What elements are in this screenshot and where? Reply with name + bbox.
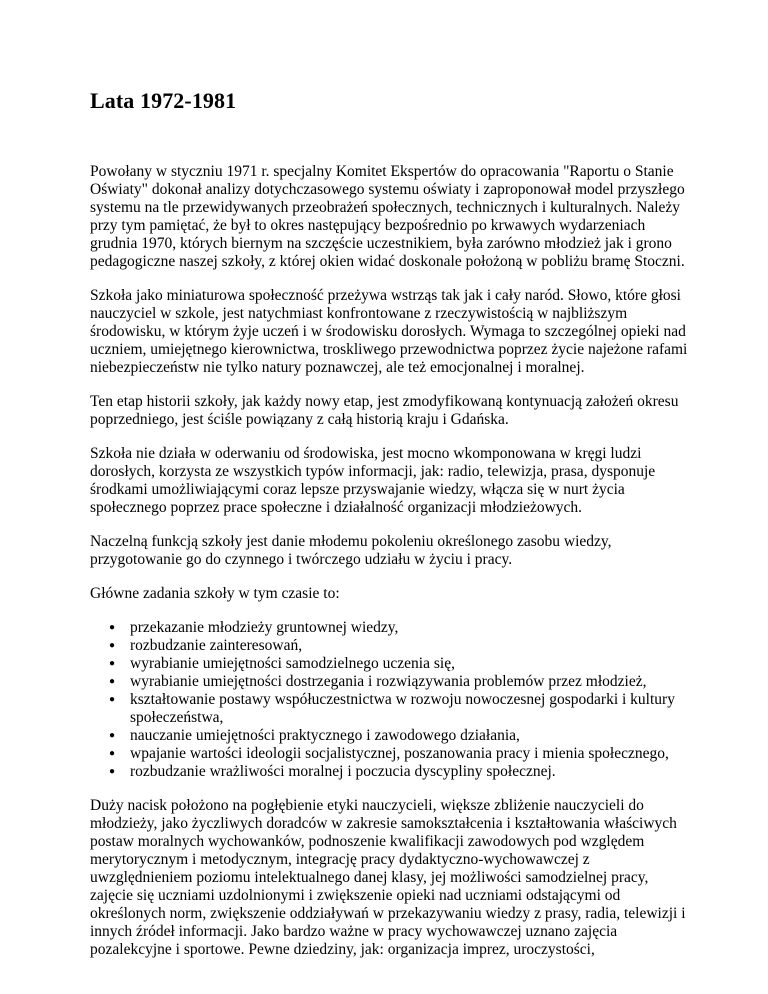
list-item: ● rozbudzanie wrażliwości moralnej i poczucia dyscypliny społecznej.	[109, 763, 556, 780]
bullet-icon: ●	[109, 622, 116, 633]
bullet-icon: ●	[109, 748, 116, 759]
page-title: Lata 1972-1981	[90, 88, 237, 113]
paragraph-intro: Powołany w styczniu 1971 r. specjalny Komitet Ekspertów do opracowania "Raportu o Stanie Oświaty" dokonał analizy dotychczasowego systemu oświaty i zaproponował model przyszłego systemu na tle przewidywanych przeobrażeń społecznych, technicznych i kulturalnych. Należy przy tym pamiętać, że był to okres następujący bezpośrednio po krwawych wydarzeniach grudnia 1970, których biernym na szczęście uczestnikiem, była zarówno młodzież jak i grono pedagogiczne naszej szkoły, z której okien widać doskonale położoną w pobliżu bramę Stoczni.	[90, 163, 685, 270]
paragraph-main-function: Naczelną funkcją szkoły jest danie młodemu pokoleniu określonego zasobu wiedzy, przygotowanie go do czynnego i twórczego udziału w życiu i pracy.	[90, 533, 612, 568]
list-item: ● wyrabianie umiejętności samodzielnego uczenia się,	[109, 655, 455, 672]
document-body	[90, 163, 690, 975]
list-item: ● kształtowanie postawy współuczestnictwa w rozwoju nowoczesnej gospodarki i kultury społeczeństwa,	[109, 691, 675, 726]
paragraph-community: Szkoła jako miniaturowa społeczność przeżywa wstrząs tak jak i cały naród. Słowo, które głosi nauczyciel w szkole, jest natychmiast konfrontowane z rzeczywistością w najbliższym środowisku, w którym żyje uczeń i w środowisku dorosłych. Wymaga to szczególnej opieki nad uczniem, umiejętnego kierownictwa, troskliwego przewodnictwa poprzez życie najeżone rafami niebezpieczeństw nie tylko natury poznawczej, ale też emocjonalnej i moralnej.	[90, 287, 688, 376]
paragraph-environment: Szkoła nie działa w oderwaniu od środowiska, jest mocno wkomponowana w kręgi ludzi dorosłych, korzysta ze wszystkich typów informacji, jak: radio, telewizja, prasa, dysponuje środkami umożliwiającymi coraz lepsze przyswajanie wiedzy, włącza się w nurt życia społecznego poprzez prace społeczne i działalność organizacji młodzieżowych.	[90, 445, 656, 516]
list-item: ● wpajanie wartości ideologii socjalistycznej, poszanowania pracy i mienia społecznego,	[109, 745, 669, 762]
paragraph-tasks-intro: Główne zadania szkoły w tym czasie to:	[90, 585, 340, 602]
tasks-list	[90, 619, 690, 781]
bullet-icon: ●	[109, 658, 116, 669]
list-item: ● wyrabianie umiejętności dostrzegania i rozwiązywania problemów przez młodzież,	[109, 673, 647, 690]
list-item: ● nauczanie umiejętności praktycznego i zawodowego działania,	[109, 727, 520, 744]
paragraph-teacher-ethics: Duży nacisk położono na pogłębienie etyki nauczycieli, większe zbliżenie nauczycieli do młodzieży, jako życzliwych doradców w zakresie samokształcenia i kształtowania właściwych postaw moralnych wychowanków, podnoszenie kwalifikacji zawodowych pod względem merytorycznym i metodycznym, integrację pracy dydaktyczno-wychowawczej z uwzględnieniem poziomu intelektualnego danej klasy, jej możliwości samodzielnej pracy, zajęcie się uczniami uzdolnionymi i zwiększenie opieki nad uczniami odstającymi od określonych norm, zwiększenie oddziaływań w przekazywaniu wiedzy z prasy, radia, telewizji i innych źródeł informacji. Jako bardzo ważne w pracy wychowawczej uznano zajęcia pozalekcyjne i sportowe. Pewne dziedziny, jak: organizacja imprez, uroczystości,	[90, 797, 686, 958]
bullet-icon: ●	[109, 676, 116, 687]
list-item: ● przekazanie młodzieży gruntownej wiedzy,	[109, 619, 399, 636]
bullet-icon: ●	[109, 730, 116, 741]
list-item: ● rozbudzanie zainteresowań,	[109, 637, 303, 654]
bullet-icon: ●	[109, 640, 116, 651]
paragraph-continuation: Ten etap historii szkoły, jak każdy nowy etap, jest zmodyfikowaną kontynuacją założeń okresu poprzedniego, jest ściśle powiązany z całą historią kraju i Gdańska.	[90, 393, 679, 428]
bullet-icon: ●	[109, 766, 116, 777]
bullet-icon: ●	[109, 694, 116, 705]
